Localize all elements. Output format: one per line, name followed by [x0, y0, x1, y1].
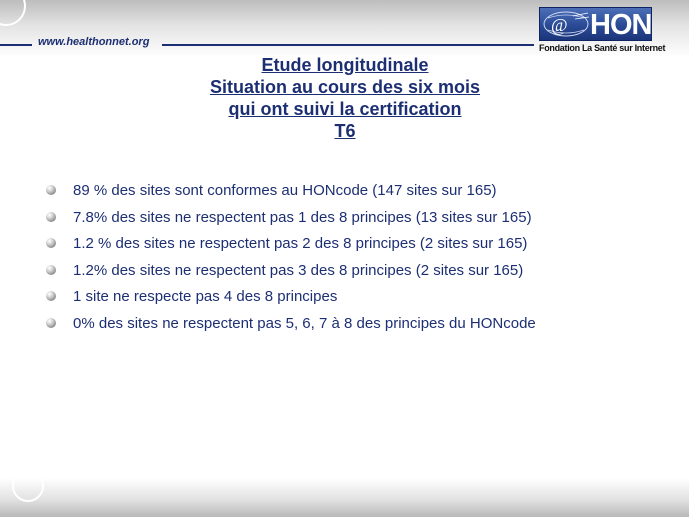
title-line-4: T6 [334, 121, 356, 141]
bullet-text: 7.8% des sites ne respectent pas 1 des 8 principes (13 sites sur 165) [73, 208, 532, 226]
decorative-arc-bottom [12, 470, 44, 502]
hon-logo [539, 7, 666, 54]
logo-box [539, 7, 652, 41]
bullet-icon [46, 265, 56, 275]
bullet-icon [46, 318, 56, 328]
bullet-item [46, 261, 536, 288]
bullet-icon [46, 291, 56, 301]
bullet-icon [46, 185, 56, 195]
title-line-2: Situation au cours des six mois [209, 77, 481, 97]
globe-at-icon [542, 10, 590, 38]
website-link[interactable]: www.healthonnet.org [38, 36, 150, 48]
title-line-1: Etude longitudinale [261, 55, 429, 75]
footer-band [0, 478, 689, 517]
logo-brand-text: HON [590, 9, 652, 41]
logo-at-symbol: @ [551, 15, 568, 35]
bullet-item [46, 181, 536, 208]
bullet-list [46, 181, 536, 340]
title-line-3: qui ont suivi la certification [228, 99, 462, 119]
bullet-item [46, 208, 536, 235]
slide-title [120, 54, 570, 142]
header-rule-left [0, 44, 32, 46]
bullet-icon [46, 212, 56, 222]
bullet-item [46, 234, 536, 261]
bullet-icon [46, 238, 56, 248]
bullet-text: 1 site ne respecte pas 4 des 8 principes [73, 288, 338, 305]
bullet-text: 89 % des sites sont conformes au HONcode (147 sites sur 165) [73, 182, 497, 199]
bullet-text: 0% des sites ne respectent pas 5, 6, 7 à 8 des principes du HONcode [73, 314, 536, 332]
bullet-text: 1.2 % des sites ne respectent pas 2 des 8 principes (2 sites sur 165) [73, 235, 528, 252]
bullet-item [46, 314, 536, 341]
bullet-item [46, 287, 536, 314]
header-rule-right [162, 44, 534, 46]
logo-caption: Fondation La Santé sur Internet [539, 43, 666, 53]
bullet-text: 1.2% des sites ne respectent pas 3 des 8 principes (2 sites sur 165) [73, 261, 524, 279]
